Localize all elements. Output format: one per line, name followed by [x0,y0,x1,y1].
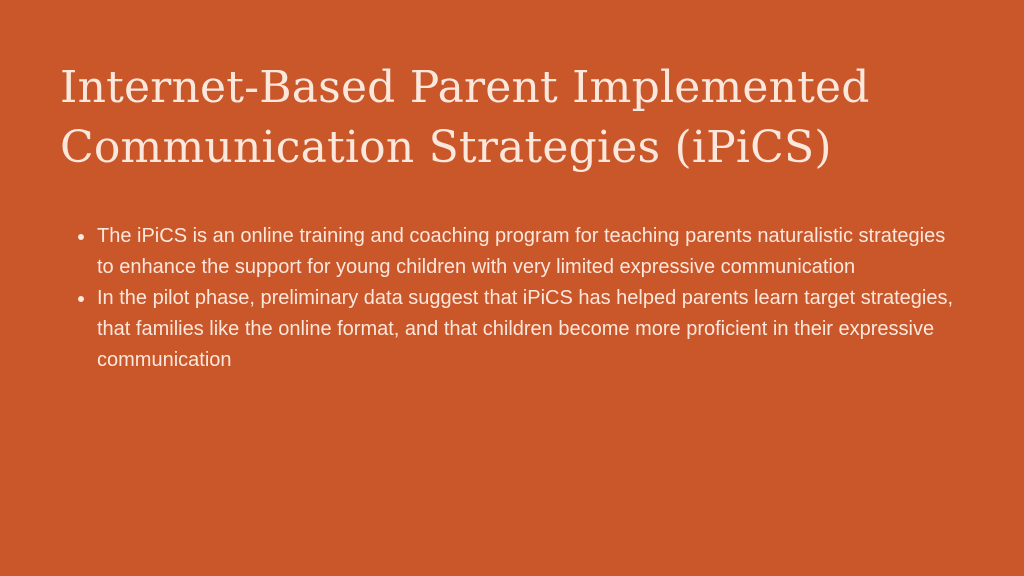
slide-title-line-2: Communication Strategies (iPiCS) [60,122,832,173]
bullet-list [78,221,958,376]
bullet-dot-icon [78,234,84,240]
bullet-item-program-description [78,221,958,283]
slide-title-line-1: Internet-Based Parent Implemented [60,62,870,113]
slide-title [60,58,980,178]
bullet-dot-icon [78,296,84,302]
bullet-item-pilot-results [78,283,958,376]
bullet-text: In the pilot phase, preliminary data suggest that iPiCS has helped parents learn target strategies, that families like the online format, and that children become more proficient in their expressive communication [97,287,954,371]
bullet-text: The iPiCS is an online training and coaching program for teaching parents naturalistic strategies to enhance the support for young children with very limited expressive communication [97,225,946,278]
